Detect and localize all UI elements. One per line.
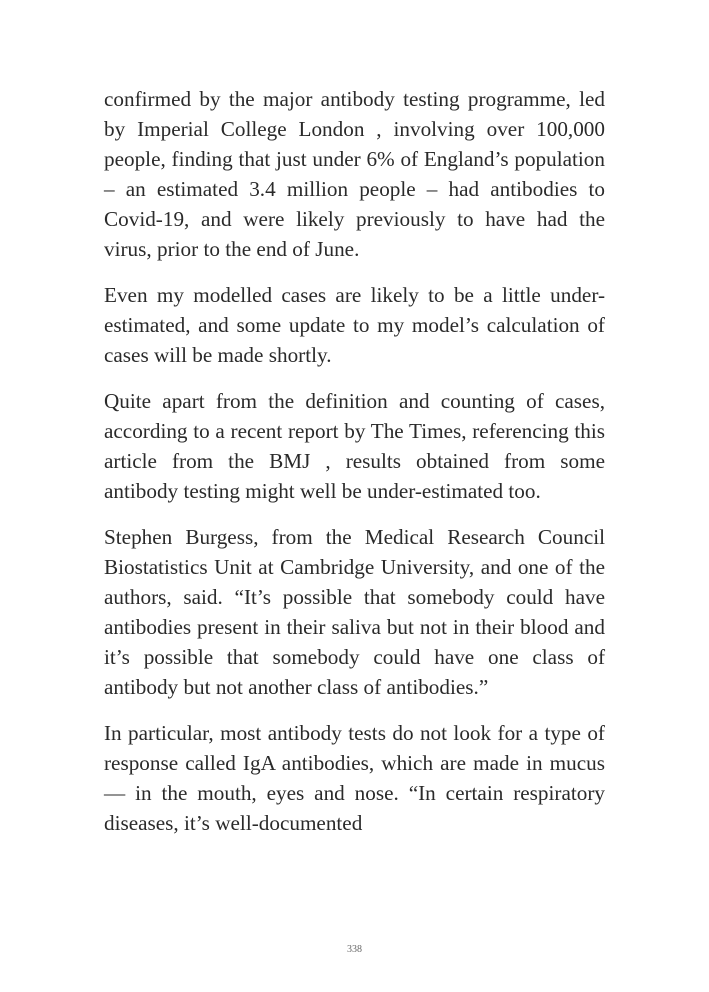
paragraph-antibody-programme: confirmed by the major antibody testing programme, led by Imperial College London , involving over 100,000 people, finding that just under 6% of England’s population – an estimated 3.4 million people – had antibodies to Covid-19, and were likely previously to have had the virus, prior to the end of June. [104, 87, 605, 261]
paragraph-times-report: Quite apart from the definition and counting of cases, according to a recent report by The Times, referencing this article from the BMJ , results obtained from some antibody testing might well be under-estimated too. [104, 389, 605, 503]
paragraph-iga-antibodies: In particular, most antibody tests do not look for a type of response called IgA antibodies, which are made in mucus — in the mouth, eyes and nose. “In certain respiratory diseases, it’s well-documented [104, 721, 605, 835]
page-number: 338 [347, 944, 362, 955]
page-body [104, 84, 605, 854]
paragraph-burgess-quote: Stephen Burgess, from the Medical Research Council Biostatistics Unit at Cambridge University, and one of the authors, said. “It’s possible that somebody could have antibodies present in their saliva but not in their blood and it’s possible that somebody could have one class of antibody but not another class of antibodies.” [104, 525, 605, 699]
paragraph-modelled-cases: Even my modelled cases are likely to be a little under-estimated, and some update to my model’s calculation of cases will be made shortly. [104, 283, 605, 367]
